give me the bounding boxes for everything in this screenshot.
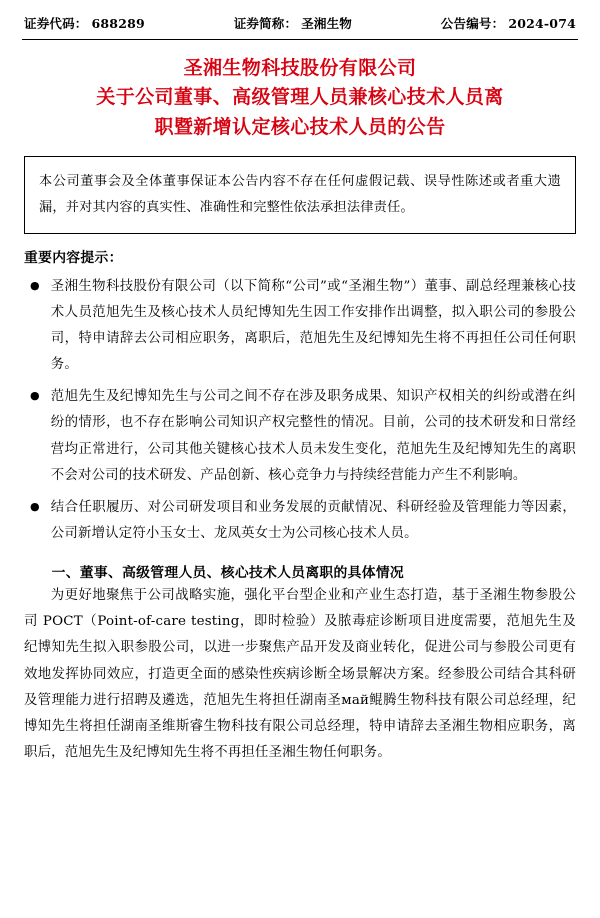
stock-name	[234, 14, 352, 32]
stock-name-value: 圣湘生物	[301, 16, 353, 31]
announcement-number-value: 2024-074	[508, 16, 576, 31]
header-divider	[22, 39, 578, 40]
stock-code	[24, 14, 145, 32]
stock-name-label: 证券简称：	[233, 16, 298, 31]
bullet-item-3	[24, 495, 576, 547]
stock-code-label: 证券代码：	[24, 16, 88, 31]
bullet-dot-icon: ●	[30, 499, 40, 513]
section-one-heading: 一、董事、高级管理人员、核心技术人员离职的具体情况	[51, 565, 405, 582]
page-title	[28, 54, 572, 142]
important-notice-heading: 重要内容提示：	[24, 249, 123, 266]
section-one-paragraph: 为更好地聚焦于公司战略实施，强化平台型企业和产业生态打造，基于圣湘生物参股公司 POCT（Point-of-care testing，即时检验）及脓毒症诊断项目进度需要，范旭先生及纪博知先生拟入职参股公司，以进一步聚焦产品开发及商业转化，促进公司与参股公司更有效地发挥协同效应，打造更全面的感染性疾病诊断全场景解决方案。经参股公司结合其科研及管理能力进行招聘及遴选，范旭先生将担任湖南圣май鲲腾生物科技有限公司总经理，纪博知先生将担任湖南圣维斯睿生物科技有限公司总经理，特申请辞去圣湘生物相应职务，离职后，范旭先生及纪博知先生将不再担任圣湘生物任何职务。	[24, 588, 576, 761]
bullet-dot-icon: ●	[30, 389, 40, 403]
bullet-item-2	[24, 384, 576, 489]
bullet-item-3-text: 结合任职履历、对公司研发项目和业务发展的贡献情况、科研经验及管理能力等因素，公司新增认定符小玉女士、龙凤英女士为公司核心技术人员。	[50, 499, 576, 542]
stock-code-value: 688289	[91, 16, 145, 31]
bullet-dot-icon: ●	[30, 278, 40, 292]
bullet-item-1	[24, 274, 576, 379]
legal-notice-box: 本公司董事会及全体董事保证本公告内容不存在任何虚假记载、误导性陈述或者重大遗漏，并对其内容的真实性、准确性和完整性依法承担法律责任。	[24, 156, 576, 233]
announcement-number	[441, 14, 576, 32]
document-header	[22, 14, 578, 39]
title-line-2: 关于公司董事、高级管理人员兼核心技术人员离	[96, 86, 504, 109]
title-line-1: 圣湘生物科技股份有限公司	[183, 57, 417, 79]
announcement-number-label: 公告编号：	[440, 16, 505, 31]
bullet-item-1-text: 圣湘生物科技股份有限公司（以下简称“公司”或“圣湘生物”）董事、副总经理兼核心技术人员范旭先生及核心技术人员纪博知先生因工作安排作出调整，拟入职公司的参股公司，特申请辞去公司相应职务，离职后，范旭先生及纪博知先生将不再担任公司任何职务。	[50, 278, 576, 373]
bullet-item-2-text: 范旭先生及纪博知先生与公司之间不存在涉及职务成果、知识产权相关的纠纷或潜在纠纷的情形，也不存在影响公司知识产权完整性的情况。目前，公司的技术研发和日常经营均正常进行，公司其他关键核心技术人员未发生变化，范旭先生及纪博知先生的离职不会对公司的技术研发、产品创新、核心竞争力与持续经营能力产生不利影响。	[50, 389, 576, 483]
title-line-3: 职暨新增认定核心技术人员的公告	[154, 115, 446, 138]
